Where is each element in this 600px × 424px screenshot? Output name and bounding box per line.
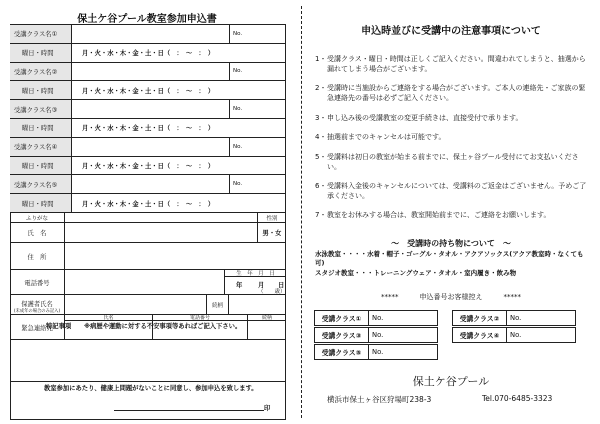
guardian-label-cell [10,294,65,314]
class-name-label: 受講クラス名③ [10,99,72,118]
schedule-weekdays[interactable]: 月・火・水・木・金・土・日（ ： ～ ： ） [72,193,286,212]
class-name-field[interactable] [72,174,230,193]
schedule-label: 曜日・時間 [10,156,72,175]
stub-label: 受講クラス② [453,311,507,325]
class-name-label: 受講クラス名④ [10,137,72,156]
birth-year: 年 [236,282,243,289]
note-number: 2・ [315,84,327,92]
birth-header: 生 年 月 日 [225,269,286,277]
seal-mark: 印 [264,405,271,412]
note-item [315,113,587,123]
note-item [315,54,587,74]
emergency-label: 緊急連絡先 [10,314,65,339]
furigana-field[interactable] [65,212,258,222]
phone-field[interactable] [65,269,225,294]
schedule-weekdays[interactable]: 月・火・水・木・金・土・日（ ： ～ ： ） [72,118,286,137]
stub-box[interactable] [314,344,438,360]
gender-options[interactable]: 男・女 [258,222,286,242]
special-notes-area[interactable] [10,339,286,381]
note-text: 受講クラス・曜日・時間は正しくご記入ください。間違われてしまうと、抽選から漏れてしまう場合がございます。 [327,55,586,73]
signature-line[interactable] [114,410,264,411]
class-name-label: 受講クラス名⑤ [10,174,72,193]
facility-tel: Tel.070-6485-3323 [482,394,553,403]
class-name-field[interactable] [72,62,230,81]
relation-label: 続柄 [207,294,229,314]
class-no-field[interactable]: No. [230,99,286,118]
class-name-label: 受講クラス名① [10,24,72,43]
guardian-label: 保護者氏名 [21,301,53,308]
stub-box[interactable] [452,327,576,343]
gender-label: 性別 [258,212,286,222]
birth-day: 日 [278,282,285,289]
em-relation-header: 続柄 [248,314,286,321]
stub-label: 受講クラス④ [453,328,507,342]
stub-label: 受講クラス① [315,311,369,325]
stub-no: No. [510,314,522,322]
notes-heading: 申込時並びに受講中の注意事項について [361,26,541,37]
em-relation-field[interactable] [248,321,286,339]
schedule-label: 曜日・時間 [10,80,72,99]
class-name-field[interactable] [72,137,230,156]
items-studio: スタジオ教室・・・トレーニングウェア・タオル・室内履き・飲み物 [315,269,517,277]
cut-line [301,6,302,418]
class-name-label: 受講クラス名② [10,62,72,81]
special-text: ※病歴や運動に対する不安事項等あればご記入下さい。 [84,323,242,330]
class-name-field[interactable] [72,24,230,43]
note-number: 1・ [315,55,327,63]
note-text: 受講料は初日の教室が始まる前までに、保土ヶ谷プール受付にてお支払いください。 [327,153,579,171]
items-swim: 水泳教室・・・・水着・帽子・ゴーグル・タオル・アクアソックス(アクア教室時・なくても可) [315,250,584,267]
note-item [315,132,587,142]
address-label: 住 所 [10,242,65,269]
note-text: 抽選前までのキャンセルは可能です。 [327,133,446,141]
schedule-label: 曜日・時間 [10,193,72,212]
name-label: 氏 名 [10,222,65,242]
schedule-weekdays[interactable]: 月・火・水・木・金・土・日（ ： ～ ： ） [72,156,286,175]
note-item [315,152,587,172]
note-text: 受講時に当施設からご連絡をする場合がございます。ご本人の連絡先・ご家族の緊急連絡先の番号は必ずご記入ください。 [327,84,586,102]
stub-box[interactable] [314,327,438,343]
stub-no: No. [372,331,384,339]
class-no-field[interactable]: No. [230,174,286,193]
class-no-field[interactable]: No. [230,137,286,156]
note-number: 3・ [315,114,327,122]
birth-month: 月 [258,282,265,289]
guardian-field[interactable] [65,294,207,314]
note-item [315,210,587,220]
name-field[interactable] [65,222,258,242]
guardian-note: (未成年の場合のみ記入) [13,309,61,314]
note-number: 7・ [315,211,327,219]
stub-box[interactable] [452,310,576,326]
stub-no: No. [372,348,384,356]
phone-label: 電話番号 [10,269,65,294]
stub-title: ***** 申込番号お客様控え ***** [381,293,521,301]
em-name-header: 氏名 [65,314,153,321]
facility-name: 保土ケ谷プール [412,375,490,388]
em-phone-header: 電話番号 [153,314,248,321]
note-item [315,181,587,201]
class-name-field[interactable] [72,99,230,118]
stub-label: 受講クラス③ [315,328,369,342]
stub-label: 受講クラス⑤ [315,345,369,359]
note-text: 教室をお休みする場合は、教室開始前までに、ご連絡をお願いします。 [327,211,551,219]
form-title: 保土ケ谷プール教室参加申込書 [77,14,217,25]
note-number: 5・ [315,153,327,161]
stub-no: No. [510,331,522,339]
class-no-field[interactable]: No. [230,62,286,81]
note-text: 受講料入金後のキャンセルについては、受講料のご返金はございません。予めご了承ください。 [327,182,587,200]
schedule-label: 曜日・時間 [10,43,72,62]
special-label-visible: 特記事項 [46,323,72,330]
address-field[interactable] [65,242,286,269]
note-number: 4・ [315,133,327,141]
stub-box[interactable] [314,310,438,326]
schedule-weekdays[interactable]: 月・火・水・木・金・土・日（ ： ～ ： ） [72,43,286,62]
note-text: 申し込み後の受講教室の変更手続きは、直接受付で承ります。 [327,114,523,122]
note-item [315,83,587,103]
items-heading: ～ 受講時の持ち物について ～ [391,239,511,248]
facility-address: 横浜市保土ヶ谷区狩場町238-3 [327,395,432,404]
relation-field[interactable] [229,294,286,314]
stub-no: No. [372,314,384,322]
birth-age: （ 歳） [258,289,286,295]
class-no-field[interactable]: No. [230,24,286,43]
consent-text: 教室参加にあたり、健康上問題がないことに同意し、参加申込を致します。 [44,385,258,392]
note-number: 6・ [315,182,327,190]
schedule-label: 曜日・時間 [10,118,72,137]
schedule-weekdays[interactable]: 月・火・水・木・金・土・日（ ： ～ ： ） [72,80,286,99]
furigana-label: ふりがな [10,212,65,222]
